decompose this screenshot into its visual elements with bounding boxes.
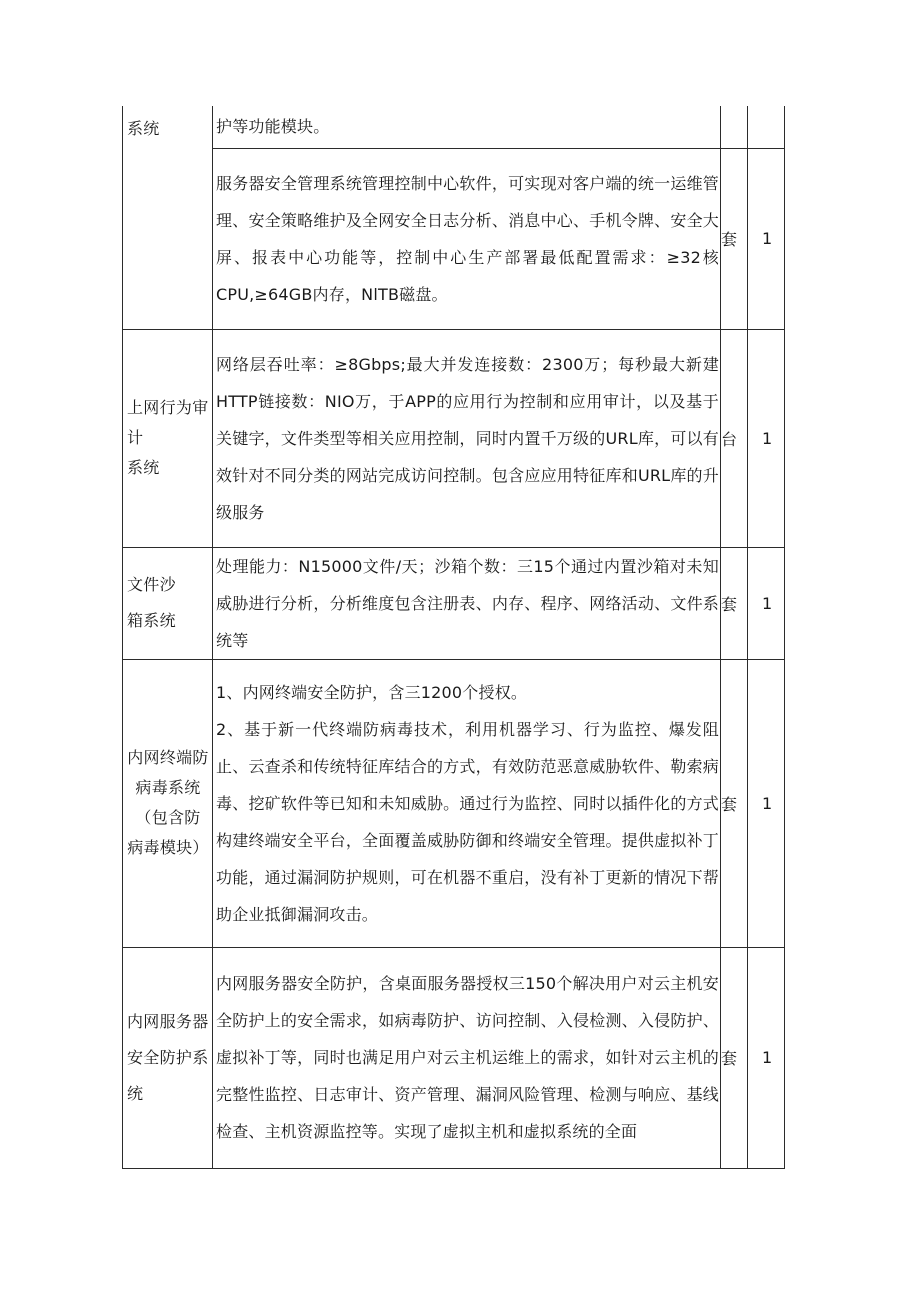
item-name: 内网服务器 安全防护系 统 — [127, 1011, 209, 1103]
item-desc-line: 2、基于新一代终端防病毒技术，利用机器学习、行为监控、爆发阻止、云查杀和传统特征库结合的方式，有效防范恶意威胁软件、勒索病毒、挖矿软件等已知和未知威胁。通过行为监控、同时以插件化的方式构建终端安全平台，全面覆盖威胁防御和终端安全管理。提供虚拟补丁功能，通过漏洞防护规则，可在机器不重启，没有补丁更新的情况下帮助企业抵御漏洞攻击。 — [216, 719, 719, 924]
desc-cell — [213, 947, 721, 1168]
qty-cell — [748, 547, 785, 659]
desc-cell — [213, 148, 721, 329]
unit-cell — [721, 329, 748, 547]
table-row — [123, 659, 785, 947]
item-name: 内网终端防 病毒系统 （包含防 病毒模块） — [127, 748, 209, 857]
unit-cell — [721, 547, 748, 659]
item-desc: 处理能力：N15000文件/天；沙箱个数：三15个通过内置沙箱对未知威胁进行分析，分析维度包含注册表、内存、程序、网络活动、文件系统等 — [216, 556, 719, 650]
item-desc: 护等功能模块。 — [216, 117, 330, 137]
item-qty: 1 — [762, 793, 773, 813]
desc-cell — [213, 106, 721, 148]
item-desc: 内网服务器安全防护，含桌面服务器授权三150个解决用户对云主机安全防护上的安全需求，如病毒防护、访问控制、入侵检测、入侵防护、虚拟补丁等，同时也满足用户对云主机运维上的需求，如针对云主机的完整性监控、日志审计、资产管理、漏洞风险管理、检测与响应、基线检查、主机资源监控等。实现了虚拟主机和虚拟系统的全面 — [216, 974, 719, 1141]
qty-cell — [748, 659, 785, 947]
desc-cell — [213, 547, 721, 659]
name-cell — [123, 659, 213, 947]
item-name: 文件沙 箱系统 — [127, 575, 176, 630]
item-qty: 1 — [762, 1048, 773, 1067]
item-unit: 套 — [721, 230, 738, 249]
item-unit: 台 — [721, 429, 738, 449]
table-row — [123, 106, 785, 148]
name-cell — [123, 329, 213, 547]
table-row — [123, 329, 785, 547]
item-qty: 1 — [762, 229, 773, 248]
unit-cell — [721, 947, 748, 1168]
qty-cell — [748, 329, 785, 547]
unit-cell — [721, 148, 748, 329]
table-row — [123, 947, 785, 1168]
item-desc-line: 1、内网终端安全防护，含三1200个授权。 — [216, 682, 528, 702]
qty-cell — [748, 148, 785, 329]
item-name: 上网行为审计 系统 — [127, 398, 209, 477]
name-cell — [123, 947, 213, 1168]
unit-cell — [721, 106, 748, 148]
desc-cell — [213, 329, 721, 547]
table-row — [123, 547, 785, 659]
item-qty: 1 — [762, 593, 773, 613]
unit-cell — [721, 659, 748, 947]
qty-cell — [748, 947, 785, 1168]
name-cell — [123, 106, 213, 329]
item-name: 系统 — [127, 119, 160, 138]
item-unit: 套 — [721, 794, 738, 814]
item-desc: 服务器安全管理系统管理控制中心软件，可实现对客户端的统一运维管理、安全策略维护及全网安全日志分析、消息中心、手机令牌、安全大屏、报表中心功能等，控制中心生产部署最低配置需求：≥32核CPU,≥64GB内存，NlTB磁盘。 — [216, 173, 719, 304]
name-cell — [123, 547, 213, 659]
table-row — [123, 148, 785, 329]
item-unit: 套 — [721, 594, 738, 614]
item-unit: 套 — [721, 1049, 738, 1068]
spec-table — [122, 106, 785, 1169]
item-qty: 1 — [762, 428, 773, 448]
desc-cell — [213, 659, 721, 947]
item-desc: 网络层吞吐率：≥8Gbps;最大并发连接数：2300万；每秒最大新建HTTP链接数：NIO万，于APP的应用行为控制和应用审计，以及基于关键字，文件类型等相关应用控制，同时内置千万级的URL库，可以有效针对不同分类的网站完成访问控制。包含应应用特征库和URL库的升级服务 — [216, 354, 719, 522]
qty-cell — [748, 106, 785, 148]
